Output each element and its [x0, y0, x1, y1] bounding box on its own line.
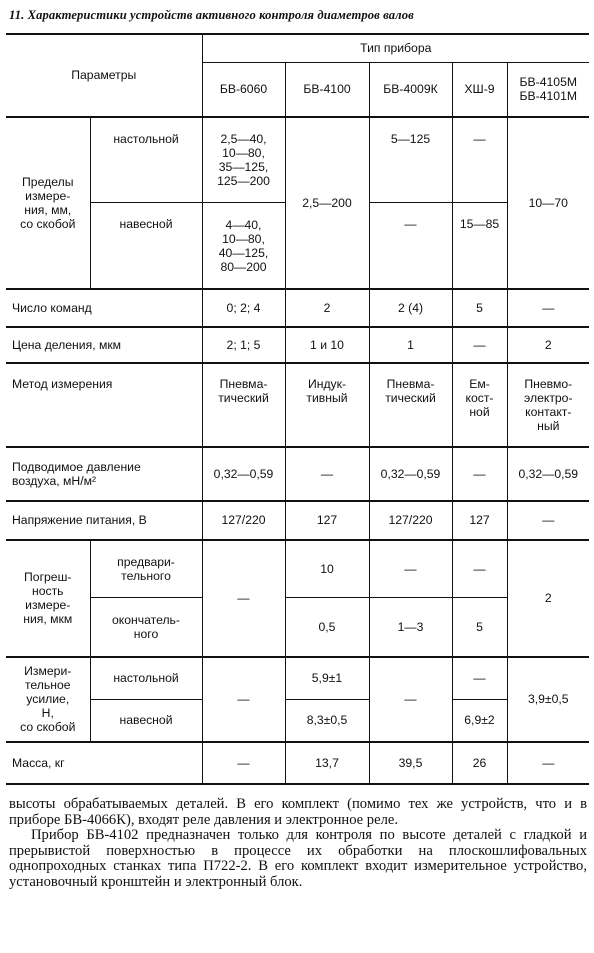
- mass-label: Масса, кг: [6, 742, 202, 785]
- method-bv4009: Пневма- тический: [369, 363, 452, 447]
- pressure-bv4105: 0,32—0,59: [507, 447, 589, 502]
- commands-bv4100: 2: [285, 289, 369, 326]
- error-bv4100-final: 0,5: [285, 597, 369, 657]
- force-label: Измери- тельное усилие, Н, со скобой: [6, 657, 90, 742]
- division-bv4100: 1 и 10: [285, 327, 369, 363]
- body-paragraph-2: Прибор БВ-4102 предназначен только для контроля по высоте деталей с гладкой и прерывистой поверхностью в процессе их обработки на плоскошлифовальных однопроходных станках типа П722-2. В его комплект входит измерительное устройство, установочный кронштейн и электронный блок.: [9, 827, 587, 890]
- error-sub-prelim: предвари- тельного: [90, 540, 202, 598]
- header-bv6060: БВ-6060: [202, 62, 285, 117]
- mass-bv6060: —: [202, 742, 285, 785]
- limits-sub-desk: настольной: [90, 117, 202, 203]
- mass-bv4105: —: [507, 742, 589, 785]
- limits-bv4100: 2,5—200: [285, 117, 369, 290]
- force-bv4009: —: [369, 657, 452, 742]
- commands-bv6060: 0; 2; 4: [202, 289, 285, 326]
- limits-hsh9-hang: 15—85: [452, 203, 507, 290]
- limits-bv4009-hang: —: [369, 203, 452, 290]
- voltage-hsh9: 127: [452, 501, 507, 539]
- mass-bv4009: 39,5: [369, 742, 452, 785]
- limits-bv6060-hang: 4—40, 10—80, 40—125, 80—200: [202, 203, 285, 290]
- force-sub-desk: настольной: [90, 657, 202, 699]
- voltage-bv4100: 127: [285, 501, 369, 539]
- error-bv4009-final: 1—3: [369, 597, 452, 657]
- limits-bv4009-desk: 5—125: [369, 117, 452, 203]
- error-bv6060: —: [202, 540, 285, 657]
- error-bv4105: 2: [507, 540, 589, 657]
- pressure-hsh9: —: [452, 447, 507, 502]
- device-characteristics-table: [6, 33, 589, 785]
- method-bv4105: Пневмо- электро- контакт- ный: [507, 363, 589, 447]
- division-bv4009: 1: [369, 327, 452, 363]
- method-bv4100: Индук- тивный: [285, 363, 369, 447]
- force-sub-hang: навесной: [90, 699, 202, 741]
- header-device-type: Тип прибора: [202, 34, 589, 62]
- limits-bv6060-desk: 2,5—40, 10—80, 35—125, 125—200: [202, 117, 285, 203]
- voltage-bv6060: 127/220: [202, 501, 285, 539]
- header-bv4100: БВ-4100: [285, 62, 369, 117]
- header-bv4105m: БВ-4105М БВ-4101М: [507, 62, 589, 117]
- commands-bv4009: 2 (4): [369, 289, 452, 326]
- commands-label: Число команд: [6, 289, 202, 326]
- commands-hsh9: 5: [452, 289, 507, 326]
- limits-bv4105: 10—70: [507, 117, 589, 290]
- error-sub-final: окончатель- ного: [90, 597, 202, 657]
- force-hsh9-desk: —: [452, 657, 507, 699]
- force-bv4105: 3,9±0,5: [507, 657, 589, 742]
- pressure-bv6060: 0,32—0,59: [202, 447, 285, 502]
- body-text: [9, 797, 587, 891]
- mass-bv4100: 13,7: [285, 742, 369, 785]
- limits-sub-hang: навесной: [90, 203, 202, 290]
- body-paragraph-1: высоты обрабатываемых деталей. В его комплект (помимо тех же устройств, что и в приборе БВ-4066К), входят реле давления и электронное реле.: [9, 796, 587, 828]
- header-params: Параметры: [6, 34, 202, 117]
- pressure-bv4100: —: [285, 447, 369, 502]
- division-bv4105: 2: [507, 327, 589, 363]
- error-hsh9-final: 5: [452, 597, 507, 657]
- error-hsh9-prelim: —: [452, 540, 507, 598]
- division-hsh9: —: [452, 327, 507, 363]
- header-hsh9: ХШ-9: [452, 62, 507, 117]
- force-bv6060: —: [202, 657, 285, 742]
- pressure-bv4009: 0,32—0,59: [369, 447, 452, 502]
- voltage-bv4009: 127/220: [369, 501, 452, 539]
- header-bv4009k: БВ-4009К: [369, 62, 452, 117]
- method-hsh9: Ем- кост- ной: [452, 363, 507, 447]
- limits-hsh9-desk: —: [452, 117, 507, 203]
- force-bv4100-desk: 5,9±1: [285, 657, 369, 699]
- mass-hsh9: 26: [452, 742, 507, 785]
- force-hsh9-hang: 6,9±2: [452, 699, 507, 741]
- division-label: Цена деления, мкм: [6, 327, 202, 363]
- error-bv4100-prelim: 10: [285, 540, 369, 598]
- method-bv6060: Пневма- тический: [202, 363, 285, 447]
- method-label: Метод измерения: [6, 363, 202, 447]
- table-caption: 11. Характеристики устройств активного контроля диаметров валов: [9, 8, 414, 22]
- error-bv4009-prelim: —: [369, 540, 452, 598]
- voltage-label: Напряжение питания, В: [6, 501, 202, 539]
- limits-label: Пределы измере- ния, мм, со скобой: [20, 175, 76, 232]
- pressure-label: Подводимое давление воздуха, мН/м²: [6, 447, 202, 502]
- voltage-bv4105: —: [507, 501, 589, 539]
- division-bv6060: 2; 1; 5: [202, 327, 285, 363]
- error-label: Погреш- ность измере- ния, мкм: [6, 540, 90, 657]
- commands-bv4105: —: [507, 289, 589, 326]
- force-bv4100-hang: 8,3±0,5: [285, 699, 369, 741]
